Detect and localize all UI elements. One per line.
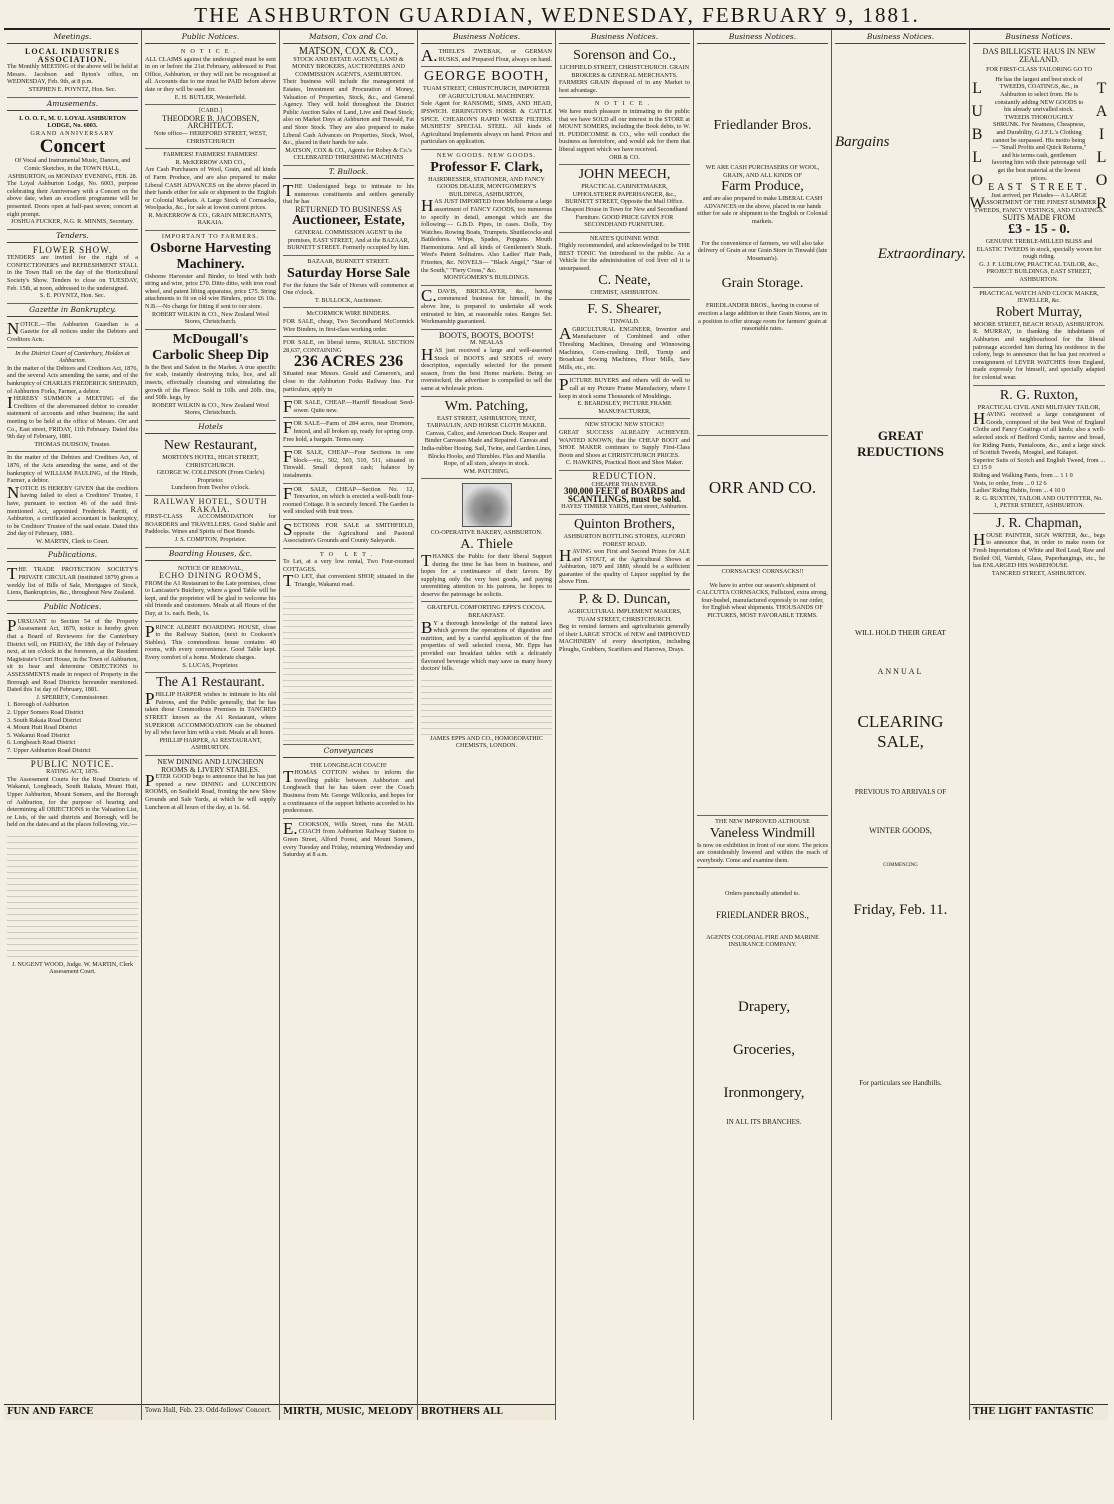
ad-bankruptcy-pauling: In the matter of the Debtors and Creditors Act, of 1876, of the Acts amending the same, and of the bankruptcy of WILLIAM PAULING, of the Hinds, Farmer, a debtor. NOTICE IS HEREBY GIVEN that the creditors having failed to elect a Creditors' Trustee, I have, pursuant to section 46 of the said first-mentioned Act, appointed Frederick Parritt, of Ashburton, a certificated accountant in bankruptcy, to be Creditors' Trustee of the said estate. Dated this 2nd day of February, 1881. W. MARTIN, Clerk to Court. <box>7 452 138 549</box>
wheatsheaf-image <box>462 483 512 527</box>
ad-local-industries: LOCAL INDUSTRIES ASSOCIATION. The Monthly MEETING of the above will be held at Messrs. Jacobson and Ryton's office, on WEDNESDAY, Feb. 9th, at 8 p.m. STEPHEN E. POYNTZ, Hon. Sec. <box>7 46 138 98</box>
ad-property-assessment: PURSUANT to Section 54 of the Property Assessment Act, 1879, notice is hereby given that a Board of Reviewers for the Canterbury District will, on FRIDAY, the 18th day of February next, at ten o'clock in the forenoon, at the Resident Magistrate's Court House, in the Town of Ashburton, sit to hear and determine OBJECTIONS to ASSESSMENTS made in respect of Property in the Borough and Road Districts hereunder mentioned. Dated this 1st day of February, 1881. J. SPERREY, Commissioner. 1. Borough of Ashburton 2. Upper Somers Road District 3. South Rakaia Road District 4. Mount Hutt Road District 5. Wakanui Road District 6. Longbeach Road District 7. Upper Ashburton Road District <box>7 616 138 759</box>
ad-sale-2: FOR SALE—Farm of 284 acres, near Dromore, fenced, and all broken up, ready for spring crop. Free hold, a bargain. Terms easy. <box>283 418 414 447</box>
ad-george-booth: GEORGE BOOTH, TUAM STREET, CHRISTCHURCH, IMPORTER OF AGRICULTURAL MACHINERY. Sole Agent for RANSOME, SIMS, AND HEAD, IPSWICH. ERRINGTON'S HORSE & CATTLE SPICE. CHEARON'S RAPID WATER FILTERS. MUSHETS' SPECIAL STEEL. All kinds of Agricultural Implements always on hand. Prices and particulars on application. <box>421 67 552 150</box>
column-8 <box>970 30 1108 1420</box>
ad-a1-restaurant: The A1 Restaurant. PHILLIP HARPER wishes to intimate to his old Patrons, and the Public generally, that he has taken those Commodious Premises in TANCRED STREET known as the A1 Restaurant, where SUPERIOR ACCOMMODATION can be obtained by all who favor him with a visit. Meals at all hours. PHILLIP HARPER, A1 RESTAURANT, ASHBURTON. <box>145 673 276 756</box>
ad-osborne: IMPORTANT TO FARMERS. Osborne Harvesting Machinery. Osborne Harvester and Binder, to bind with both string and wire, price £70. Ditto ditto, with iron road wheel, and patent lifting apparatus, price £75. String attachments to fit on old wire Binders, price £6 10s. N.B.—No charge for fitting if sent to our store. ROBERT WILKIN & CO., New Zealand Wool Stores, Christchurch. <box>145 231 276 330</box>
section-business-5: Business Notices. <box>973 31 1105 44</box>
text-filler <box>7 831 138 961</box>
lublow-vertical: LUBLOW <box>968 80 986 218</box>
ad-friedlander-agents: Orders punctually attended to. FRIEDLANDER BROS., AGENTS COLONIAL FIRE AND MARINE INSURANCE COMPANY. <box>706 890 819 949</box>
ad-dining-rooms: NEW DINING AND LUNCHEON ROOMS & LIVERY STABLES. PETER GOOD begs to announce that he has just opened a new DINING and LUNCHEON ROOMS, on Seafield Road, fronting the new Show Grounds and Sale Yards, at which he will supply Luncheon at all hours of the day, at 1s. 6d. <box>145 756 276 811</box>
ad-timber-reduction: REDUCTION. CHEAPER THAN EVER. 300,000 FEET of BOARDS and SCANTLINGS, must be sold. HAYES' TIMBER YARDS, East street, Ashburton. <box>559 471 690 515</box>
ad-bullock-returned: THE Undersigned begs to intimate to his numerous constituents and settlers generally that he has RETURNED TO BUSINESS AS Auctioneer, Estate, GENERAL COMMISSION AGENT In the premises, EAST STREET, And at the BAZAAR, BURNETT STREET. Formerly occupied by him. <box>283 181 414 256</box>
ad-gazette-notice: NOTICE.—The Ashburton Guardian is a Gazette for all notices under the Debtors and Creditors Acts. <box>7 319 138 348</box>
column-6 <box>694 30 832 1420</box>
ad-railway-hotel: RAILWAY HOTEL, SOUTH RAKAIA. FIRST-CLASS ACCOMMODATION for BOARDERS and TRAVELLERS. Good Stable and Paddocks. Wines and Spirits of Best Brands. J. S. COMPTON, Proprietor. <box>145 496 276 548</box>
ad-mcdougall: McDougall's Carbolic Sheep Dip Is the Best and Safest in the Market. A true specific for scab, instantly destroying ticks, lice, and all insects, effectually cleansing and stimulating the growth of the Fleece. Sold in 10lb. and 20lb. tins, and 50lb. kegs, by ROBERT WILKIN & CO., New Zealand Wool Stores, Christchurch. <box>145 330 276 421</box>
ad-clearing-sale: Bargains Extraordinary. GREAT REDUCTIONS WILL HOLD THEIR GREAT ANNUAL CLEARING SALE, PREVIOUS TO ARRIVALS OF WINTER GOODS, COMMENCING Friday, Feb. 11. For particulars see Handbills. Drapery, Groceries, Ironmongery, IN ALL ITS BRANCHES. <box>835 134 966 1504</box>
ad-cornsacks: CORNSACKS! CORNSACKS!! We have to arrive our season's shipment of CALCUTTA CORNSACKS, Fullsized, extra strong, four-bushel, manufactured expressly to our order, for English wheat shipments. THOUSANDS OF PICTURES, MOST FAVORABLE TERMS. <box>697 566 828 816</box>
ad-new-restaurant: New Restaurant, MORTON'S HOTEL, HIGH STREET, CHRISTCHURCH. GEORGE W. COLLINSON (From Curle's) Proprietor. Luncheon from Twelve o'clock. <box>145 436 276 496</box>
ad-butler-notice: NOTICE. ALL CLAIMS against the undersigned must be sent in on or before the 21st February, addressed to Post Office, Ashburton, or they will not be recognised at all. Accounts due to me must be PAID before above date or they will be sued for. E. H. BUTLER, Westerfield. <box>145 46 276 105</box>
section-gazette: Gazette in Bankruptcy. <box>7 304 138 317</box>
ad-picture-frames: PICTURE BUYERS and others will do well to call at my Picture Frame Manufactory, where I keep in stock some Thousands of Mouldings. E. BEARDSLEY, PICTURE FRAME MANUFACTURER, <box>559 375 690 419</box>
ad-sorenson: Sorenson and Co., LICHFIELD STREET, CHRISTCHURCH. GRAIN BROKERS & GENERAL MERCHANTS. FARMERS GRAIN disposed of in any Market to best advantage. <box>559 46 690 98</box>
ad-longbeach-coach: THE LONGBEACH COACH! THOMAS COTTON wishes to inform the travelling public between Ashburton and Longbeach that he has taken over the Coach Business from Mr. George Willcocks, and hopes for a continuance of the support hitherto accorded to his predecessor. <box>283 760 414 819</box>
ad-shearer: F. S. Shearer, TINWALD. AGRICULTURAL ENGINEER, Inventor and Manufacturer of Combined and other Threshing Machines, Dressing and Winnowing Machines, Corn-crushing Drill, Turnip and Broadcast Sowing Machines, Flour Mills, Saw Mills, etc., etc. <box>559 300 690 375</box>
ad-sale-3: FOR SALE, CHEAP—Four Sections in one block—viz., 502, 503, 510, 511, situated in Tinwald. Small deposit cash; balance by instalments. <box>283 447 414 483</box>
ad-sale-4: FOR SALE, CHEAP—Section No. 12, Tenvarton, on which is erected a well-built four-roomed Cottage. It is securely fenced. The Garden is well stocked with fruit trees. <box>283 484 414 520</box>
ad-cooperative-bakery: CO-OPERATIVE BAKERY, ASHBURTON. A. Thiele THANKS the Public for their liberal Support during the time he has been in business, and hopes for a continuance of their favors. By supplying only the very best goods, and paying unremitting attention to his patrons, he hopes to deserve the patronage he solicits. <box>421 479 552 602</box>
section-publications: Publications. <box>7 549 138 562</box>
section-tenders: Tenders. <box>7 230 138 243</box>
ad-to-let: TO LET. To Let, at a very low rental, Two Four-roomed COTTAGES. TO LET, that convenient SHOP, situated in the Triangle, Wakanui road. <box>283 549 414 745</box>
ad-friedlander: Friedlander Bros. WE ARE CASH PURCHASERS OF WOOL, GRAIN, AND ALL KINDS OF Farm Produce, and are also prepared to make LIBERAL CASH ADVANCES on the above, placed in our hands either for sale or shipment to the English or Colonial markets. For the convenience of farmers, we will also take delivery of Grain at our Grain Store in Tinwald (late Mossman's). Grain Storage. FRIEDLANDER BROS., having in course of erection a large addition to their Grain Stores, are in a position to offer storage room for farmers' grain at reasonable rates. <box>697 46 828 436</box>
ad-jacobsen: [CARD.] THEODORE B. JACOBSEN, ARCHITECT. Note office— HEREFORD STREET, WEST, CHRISTCHURCH <box>145 105 276 149</box>
newspaper-page <box>4 28 1110 1418</box>
ad-cookson: E.COOKSON, Wills Street, runs the MAIL COACH from Ashburton Railway Station to Green Street, Alford Forest, and Mount Somers, every Tuesday and Friday, returning Wednesday and Saturday at 8 a.m. <box>283 818 414 859</box>
bottom-banner-light-fantastic: THE LIGHT FANTASTIC <box>970 1404 1108 1420</box>
section-hotels: Hotels <box>145 421 276 434</box>
drapery-text: Drapery, <box>738 999 790 1015</box>
groceries-text: Groceries, <box>732 1042 796 1058</box>
column-4 <box>418 30 556 1420</box>
ad-236-acres: FOR SALE, on liberal terms, RURAL SECTION 28,637, CONTAINING 236 ACRES 236 Situated near Messrs. Gould and Cameron's, and close to the Ashburton Forks Railway line. For particulars, apply to <box>283 337 414 397</box>
tailor-vertical: TAILOR <box>1093 80 1110 218</box>
ad-sale-1: FOR SALE, CHEAP.—Harriff Broadcast Seed-sower. Quite new. <box>283 397 414 418</box>
ad-patching: Wm. Patching, EAST STREET, ASHBURTON, TENT, TARPAULIN, AND HORSE CLOTH MAKER. Canvas, Calico, and American Duck. Reaper and Binder Canvases Made and Repaired. Canvas and India-rubber Hosing. Sail, Twine, and Garden Lines, Blocks Hooks, and Thimbles. Flax and Manilla Rope, of all sizes, always in stock. WM. PATCHING. <box>421 397 552 480</box>
ad-mckerrow: FARMERS! FARMERS! FARMERS! R. McKERROW AND CO., Are Cash Purchasers of Wool, Grain, and all kinds of Farm Produce, and are also prepared to make Liberal CASH ADVANCES on the above placed in their hands either for sale or shipment to the English or Colonial Markets. A Large Stock of Cornsacks, Woolpacks, &c., for sale at lowest current prices. R. McKERROW & CO., GRAIN MERCHANTS, RAKAIA. <box>145 149 276 231</box>
ad-windmill: THE NEW IMPROVED ALTHOUSE Vaneless Windmill Is now on exhibition in front of our store. The prices are considerably lowered and within the reach of everybody. Come and examine them. <box>697 816 828 868</box>
ad-professor-clark: NEW GOODS. NEW GOODS. Professor F. Clark, HAIRDRESSER, STATIONER, AND FANCY GOODS DEALER, MONTGOMERY'S BUILDINGS, ASHBURTON, HAS JUST IMPORTED from Melbourne a large assortment of FANCY GOODS, too numerous to specify in detail, amongst which are the following:— G.B.D. Pipes, in cases. Dolls, Toy Watches. Rowing Boats, Trumpets. Shuttlecocks and Battledores. Whips, Spades, Popguns. Mouth Harmoniums. And all kinds of Gentlemen's Studs. West's Patent Solitaires. Also Ladies' Hair Pads, Frizettes, &c. NOVELS— "Black Angel," "Star of the South," "Fiery Cross," &c. MONTGOMERY'S BUILDINGS. <box>421 150 552 286</box>
ad-orr-notice: NOTICE. We have much pleasure in intimating to the public that we have SOLD all our interest in the STORE at MOUNT SOMERS, including the Book debts, to W. H. PUDDICOMBE & CO., who will conduct the business as heretofore, and would ask for them that liberal support which we have received. ORR & CO. <box>559 98 690 165</box>
ad-chapman: J. R. Chapman, HOUSE PAINTER, SIGN WRITER, &c., begs to announce that, in order to make room for Fresh Importations of White and Red Lead, Raw and Boiled Oil, Varnish, Glass, Paperhangings, etc., he has ENLARGED HIS WAREHOUSE. TANCRED STREET, ASHBURTON. <box>973 515 1105 577</box>
ad-concert: I. O. O. F., M. U. LOYAL ASHBURTON LODGE, No. 6003. GRAND ANNIVERSARY Concert Of Vocal and Instrumental Music, Dances, and Comic Sketches, in the TOWN HALL, ASHBURTON, on MONDAY EVENING, FEB. 28. The Loyal Ashburton Lodge, No. 6003, purpose celebrating their Anniversary with a Concert on the above date, when an excellent programme will be presented. Doors open at half-past seven; concert at eight prompt. JOSHUA FUCKER, N.G. R. MINNIS, Secretary. <box>7 113 138 230</box>
ad-robert-murray: PRACTICAL WATCH AND CLOCK MAKER, JEWELLER, &c. Robert Murray, MOORE STREET, BEACH ROAD, ASHBURTON. R. MURRAY, in thanking the inhabitants of Ashburton and neighbourhood for the liberal patronage accorded him during his residence in the colony, begs to announce that he has just received a consignment of LEVER WATCHES from England, made expressly for himself, and specially adapted for colonial wear. <box>973 288 1105 386</box>
ad-boots: BOOTS, BOOTS, BOOTS! M. NEALAS HAS just received a large and well-assorted Stock of BOOTS and SHOES of every description, especially selected for the present season, from the best Home markets. Being so overstocked, the advertiser is compelled to sell the same at wholesale prices. <box>421 330 552 397</box>
ad-mccormick: McCORMICK WIRE BINDERS. FOR SALE, cheap, Two Secondhand McCormick Wire Binders, in first-class working order. <box>283 308 414 337</box>
section-meetings: Meetings. <box>7 31 138 44</box>
ad-davis: C.DAVIS, BRICKLAYER, &c., having commenced business for himself, in the above line, is prepared to undertake all work entrusted to him, at reasonable rates. Ranges Set. Workmanship guaranteed. <box>421 286 552 330</box>
section-amusements: Amusements. <box>7 98 138 111</box>
text-filler <box>283 591 414 741</box>
section-matson: Matson, Cox and Co. <box>283 31 414 44</box>
section-public-notices: Public Notices. <box>7 601 138 614</box>
ad-prince-albert: PRINCE ALBERT BOARDING HOUSE, close to the Railway Station, (next to Cookson's Stables). This commodious house contains 40 rooms, with every convenience. Good Table kept. Every comfort of a home. Moderate charges. S. LUCAS, Proprietor. <box>145 622 276 674</box>
ad-neate-quinine: NEATE'S QUININE WINE Highly recommended, and acknowledged to be THE BEST TONIC Yet introduced to the public. As a Vehicle for the administration of cod liver oil it is unsurpassed. C. Neate, CHEMIST, ASHBURTON. <box>559 233 690 301</box>
section-business-2: Business Notices. <box>559 31 690 44</box>
section-bullock: T. Bullock. <box>283 166 414 179</box>
ad-smithfield: SECTIONS FOR SALE at SMITHFIELD, opposite the Agricultural and Pastoral Association's Grounds and County Saleyards. <box>283 520 414 549</box>
ad-epps-cocoa: GRATEFUL COMFORTING EPPS'S COCOA. BREAKFAST. BY a thorough knowledge of the natural laws which govern the operations of digestion and nutrition, and by a careful application of the fine properties of well selected cocoa, Mr. Epps has provided our breakfast tables with a delicately flavoured beverage which may save us many heavy doctors' bills. JAMES EPPS AND CO., HOMOEOPATHIC CHEMISTS, LONDON. <box>421 604 552 750</box>
section-public-notices-2: Public Notices. <box>145 31 276 44</box>
bottom-banner-fun: FUN AND FARCE <box>4 1404 141 1420</box>
ad-john-meech: JOHN MEECH, PRACTICAL CABINETMAKER, UPHOLSTERER PAPERHANGER, &c., BURNETT STREET, Opposite the Mail Office. Cheapest House in Town for New and Secondhand Furniture. GOOD PRICE GIVEN FOR SECONDHAND FURNITURE. <box>559 165 690 233</box>
ad-rating-act: PUBLIC NOTICE. RATING ACT, 1876. The Assessment Courts for the Road Districts of Wakanui, Longbeach, South Rakaia, Mount Hutt, Upper Ashburton, Mount Somers, and the Borough of Ashburton, for the purpose of hearing and determining all OBJECTIONS to the Valuation List, or Lists, of the said districts and Borough, will be held on the dates and at the places following, viz.:— J. NUGENT WOOD, Judge. W. MARTIN, Clerk Assessment Court. <box>7 758 138 976</box>
section-business-3: Business Notices. <box>697 31 828 44</box>
column-5 <box>556 30 694 1420</box>
column-2 <box>142 30 280 1420</box>
ad-ruxton: R. G. Ruxton, PRACTICAL CIVIL AND MILITARY TAILOR, HAVING received a large consignment of Goods, composed of the best West of England Cloths and Fancy Coatings of all kinds; also a well-selected stock of Bedford Cords, narrow and broad, for Riding Pants, Pantaloons, &c., and a large stock of Scottish Tweeds, Mosgiel, and Kaiapoi. Superior Suits of Scotch and English Tweed, from ... £3 15 0 Riding and Walking Pants, from ... 1 1 0 Vests, to order, from ... 0 12 6 Ladies' Riding Habits, from ... 4 10 0 R. G. RUXTON, TAILOR AND OUTFITTER, No. 1, PETER STREET, ASHBURTON. <box>973 386 1105 514</box>
district-list: 1. Borough of Ashburton 2. Upper Somers Road District 3. South Rakaia Road District 4. Mount Hutt Road District 5. Wakanui Road District 6. Longbeach Road District 7. Upper Ashburton Road District <box>7 701 91 754</box>
section-boarding: Boarding Houses, &c. <box>145 548 276 561</box>
masthead: THE ASHBURTON GUARDIAN, WEDNESDAY, FEBRUARY 9, 1881. <box>194 3 920 27</box>
ad-new-stock: NEW STOCK! NEW STOCK!! GREAT SUCCESS ALREADY ACHIEVED. WANTED KNOWN, that the CHEAP BOOT and SHOE MAKER continues to Supply First-Class Boots and Shoes at CHRISTCHURCH PRICES. C. HAWKINS, Practical Boot and Shoe Maker. <box>559 419 690 471</box>
bottom-banner-brothers: BROTHERS ALL <box>418 1404 555 1420</box>
ad-orr-and-co: ORR AND CO. <box>697 436 828 566</box>
ad-flower-show: FLOWER SHOW. TENDERS are invited for the right of a CONFECTIONER'S and REFRESHMENT STALL in the Town Hall on the day of the Horticultural Society's Show. Tenders to close on TUESDAY, Feb. 15th, at noon, addressed to the undersigned. S. E. POYNTZ, Hon. Sec. <box>7 245 138 304</box>
section-business-4: Business Notices. <box>835 31 966 44</box>
ad-bankruptcy-shepard: In the District Court of Canterbury, Holden at Ashburton. In the matter of the Debtors and Creditors Act, 1876, and the several Acts amending the same, and of the bankruptcy of CHARLES FREDERICK SHEPARD, of Ashburton Forks, Farmer, a debtor. IHEREBY SUMMON a MEETING of the Creditors of the abovenamed debtor to consider statement of accounts and other business; the said meeting to be held at the office of Messrs. Orr and Co., East street, FRIDAY, 11th February. Dated this 9th day of February, 1881. THOMAS DUDSON, Trustee. <box>7 348 138 453</box>
bottom-banner-town-hall: Town Hall, Feb. 23. Odd-fellows' Concert. <box>142 1404 279 1420</box>
ad-thiele-zwebak: A.THIELE'S ZWEBAK, or GERMAN RUSKS, and Prepared Flour, always on hand. <box>421 46 552 67</box>
ad-echo-dining: NOTICE OF REMOVAL, ECHO DINING ROOMS, FROM the A1 Restaurant to the Late premises, close to Lancaster's Butchery, where a good Table will be kept, and the proprietor will be glad to welcome his old friends and customers. Meals at all Hours of the Day, at 1s. each. Beds, 1s. <box>145 563 276 622</box>
ad-horse-sale: BAZAAR, BURNETT STREET. Saturday Horse Sale For the future the Sale of Horses will commence at One o'clock. T. BULLOCK, Auctioneer. <box>283 256 414 308</box>
section-business-1: Business Notices. <box>421 31 552 44</box>
ad-quinton: Quinton Brothers, ASHBURTON BOTTLING STORES, ALFORD FOREST ROAD. HAVING won First and Second Prizes for ALE and STOUT, at the Agricultural Shows at Ashburton, 1879 and 1880, should be a sufficient guarantee of the quality of Liquor supplied by the above Firm. <box>559 515 690 590</box>
ironmongery-text: Ironmongery, <box>723 1085 805 1101</box>
ad-lublow: DAS BILLIGSTE HAUS IN NEW ZEALAND. FOR FIRST-CLASS TAILORING GO TO LUBLOW TAILOR He has the largest and best stock of TWEEDS, COATINGS, &c., in Ashburton to select from. He is constantly adding NEW GOODS to his already unrivalled stock. TWEEDS THOROUGHLY SHRUNK. For Neatness, Cheapness, and Durability, G.J.F.L.'s Clothing cannot be surpassed. His motto being— "Small Profits and Quick Returns," and his terms cash, gentlemen favoring him with their patronage will get the best material at the lowest prices. EAST STREET. Just arrived, per Pleiades— A LARGE ASSORTMENT OF THE FINEST SUMMER TWEEDS, FANCY VESTINGS, AND COATINGS. SUITS MADE FROM £3 - 15 - 0. GENUINE TREBLE-MILLED BLISS and ELASTIC TWEEDS in stock, specially woven for rough riding. G. J. F. LUBLOW, PRACTICAL TAILOR, &c., PROJECT BUILDINGS, EAST STREET, ASHBURTON. <box>973 46 1105 288</box>
bottom-banner-mirth: MIRTH, MUSIC, MELODY <box>280 1404 417 1420</box>
section-conveyances: Conveyances <box>283 745 414 758</box>
ad-trade-protection: THE TRADE PROTECTION SOCIETY'S PRIVATE CIRCULAR (instituted 1879) gives a weekly list of Bills of Sale, Mortgages of Stock, Liens, Bankruptcies, &c., throughout New Zealand. <box>7 564 138 600</box>
branches-text: IN ALL ITS BRANCHES. <box>726 1118 802 1126</box>
ad-duncan: P. & D. Duncan, AGRICULTURAL IMPLEMENT MAKERS, TUAM STREET, CHRISTCHURCH. Beg to remind farmers and agriculturists generally of their LARGE STOCK of NEW and IMPROVED MACHINERY of every description, including Ploughs, Grubbers, Scarifiers and Harrows, Drays. <box>559 592 690 654</box>
column-1 <box>4 30 142 1420</box>
ruxton-price-list: Superior Suits of Scotch and English Tweed, from ... £3 15 0 Riding and Walking Pants, from ... 1 1 0 Vests, to order, from ... 0 12 6 Ladies' Riding Habits, from ... 4 10 0 <box>973 456 1105 495</box>
column-3 <box>280 30 418 1420</box>
text-filler <box>421 675 552 735</box>
ad-matson-cox: MATSON, COX & CO., STOCK AND ESTATE AGENTS, LAND & MONEY BROKERS, AUCTIONEERS AND COMMISSION AGENTS, ASHBURTON. Their business will include the management of Estates, Investment and Procuration of Money, Valuation of Properties, Stock, &c., and General Agency. They will hold throughout the District Public Auction Sales of Land, Live and Dead Stock; also on Market Days at Ashburton and Tinwald, Fat and Store Stock. They are also prepared to make Liberal Cash Advances on Properties, Stock, Wool, &c., placed in their hands for sale. MATSON, COX & CO., Agents for Robey & Co.'s CELEBRATED THRESHING MACHINES <box>283 46 414 166</box>
